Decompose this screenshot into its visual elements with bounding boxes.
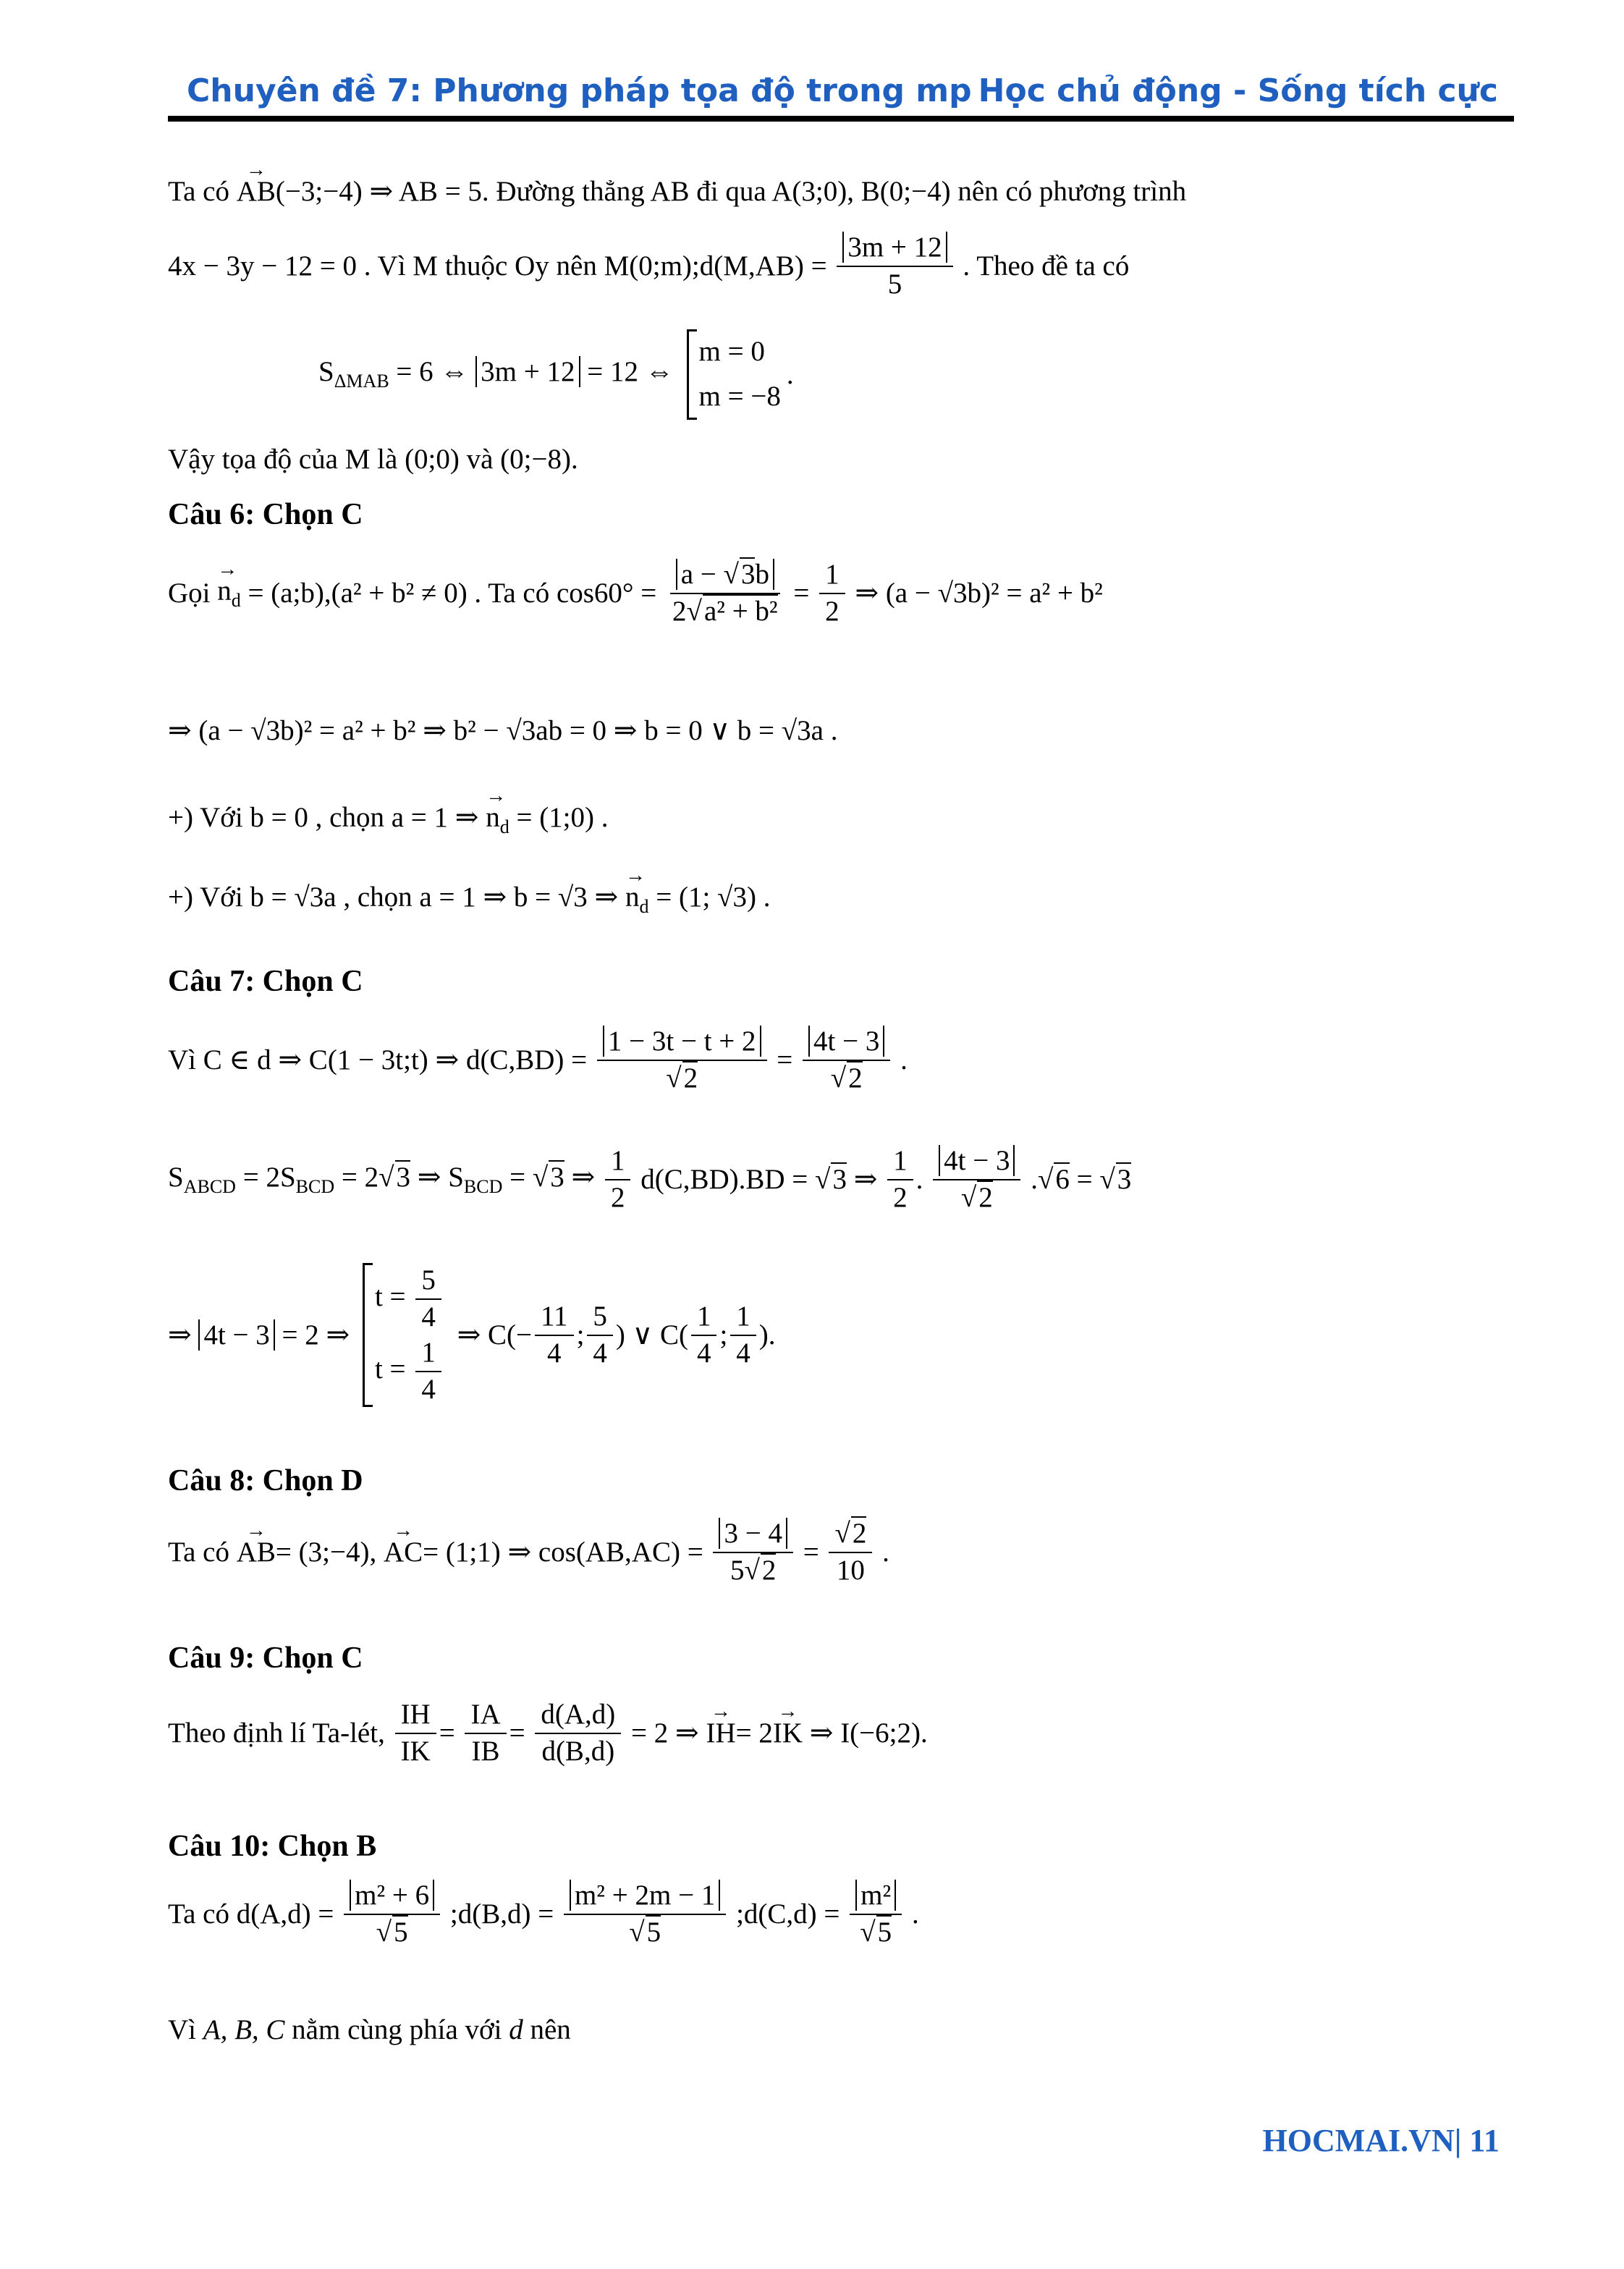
- line-normal-vector: Gọi $n \to_d$ = (a;b),(a² + b² ≠ 0) . Ta có cos60° = $\frac{a - √3b}{\text{2√a² + b²}}$ = $\frac{1}{2}$ ⇒ (a − √3b)² = a² + b²: [168, 557, 1103, 630]
- header-rule: [168, 116, 1514, 122]
- header-title: Chuyên đề 7: Phương pháp tọa độ trong mp: [187, 72, 972, 109]
- heading-cau-7: Câu 7: Chọn C: [168, 965, 363, 998]
- line-distance-c-bd: Vì C ∈ d ⇒ C(1 − 3t;t) ⇒ d(C,BD) = $\frac{1 - 3t - t + 2}{√2}$ = $\frac{4t - 3}{√2}$ .: [168, 1026, 908, 1094]
- heading-cau-10: Câu 10: Chọn B: [168, 1830, 377, 1863]
- footer-page-number: HOCMAI.VN| 11: [1262, 2123, 1500, 2158]
- line-area-abcd: $S_{ABCD} = 2S_{BCD} = 2√3$ ⇒ $S_{BCD} = √3$ ⇒ $\frac{1}{2}$ d(C,BD).BD = √3 ⇒ $\frac{1}{2}$ . $\frac{4t - 3}{√2}$ .√6 = √3: [168, 1145, 1132, 1213]
- line-ab-vector: Ta có AB →(−3;−4) ⇒ AB = 5. Đường thẳng AB đi qua A(3;0), B(0;−4) nên có phương trình: [168, 177, 1186, 206]
- line-solve-b: ⇒ (a − √3b)² = a² + b² ⇒ b² − √3ab = 0 ⇒ b = 0 ∨ b = √3a .: [168, 715, 838, 746]
- heading-cau-6: Câu 6: Chọn C: [168, 498, 363, 531]
- heading-cau-8: Câu 8: Chọn D: [168, 1464, 363, 1497]
- line-thales: Theo định lí Ta-lét, $\frac{IH}{IK}$ = $\frac{IA}{IB}$ = $\frac{d(A,d)}{d(B,d)}$ = 2 ⇒ IH →= 2IK → ⇒ I(−6;2).: [168, 1697, 928, 1770]
- line-solve-t: ⇒ 4t − 3 = 2 ⇒ t = $\frac{5}{4}$ t = $\frac{1}{4}$ ⇒ C(− $\frac{11}{4}$ ; $\frac{5}{4}$ ) ∨ C( $\frac{1}{4}$ ; $\frac{1}{4}$ ).: [168, 1263, 776, 1407]
- line-conclusion-q5: Vậy tọa độ của M là (0;0) và (0;−8).: [168, 444, 578, 475]
- line-area-condition: $S_{\Delta MAB} = 6$ ⇔ 3m + 12 = 12 ⇔ m = 0 m = −8 .: [318, 329, 794, 420]
- header-slogan: Học chủ động - Sống tích cực: [978, 72, 1498, 109]
- line-cos-ab-ac: Ta có AB →= (3;−4), AC →= (1;1) ⇒ cos(AB,AC) = $\frac{3 - 4}{5√2}$ = $\frac{√2}{10}$ .: [168, 1516, 889, 1589]
- line-case-b0: +) Với b = 0 , chọn a = 1 ⇒ $n \to_d$ = (1;0) .: [168, 803, 609, 837]
- heading-cau-9: Câu 9: Chọn C: [168, 1641, 363, 1675]
- line-same-side: Vì A, B, C nằm cùng phía với d nên: [168, 2014, 571, 2045]
- line-distances-abc: Ta có d(A,d) = $\frac{\text{m² + 6}}{√5}$ ;d(B,d) = $\frac{\text{m² + 2m − 1}}{√5}$ ;d(C,d) = $\frac{\text{m²}}{√5}$ .: [168, 1880, 919, 1948]
- line-case-b-sqrt3a: +) Với b = √3a , chọn a = 1 ⇒ b = √3 ⇒ $n \to_d = (1$; √3) .: [168, 883, 770, 916]
- line-line-equation: 4x − 3y − 12 = 0 . Vì M thuộc Oy nên M(0;m);d(M,AB) = $\frac{3m + 12}{5}$ . Theo đề ta có: [168, 232, 1130, 300]
